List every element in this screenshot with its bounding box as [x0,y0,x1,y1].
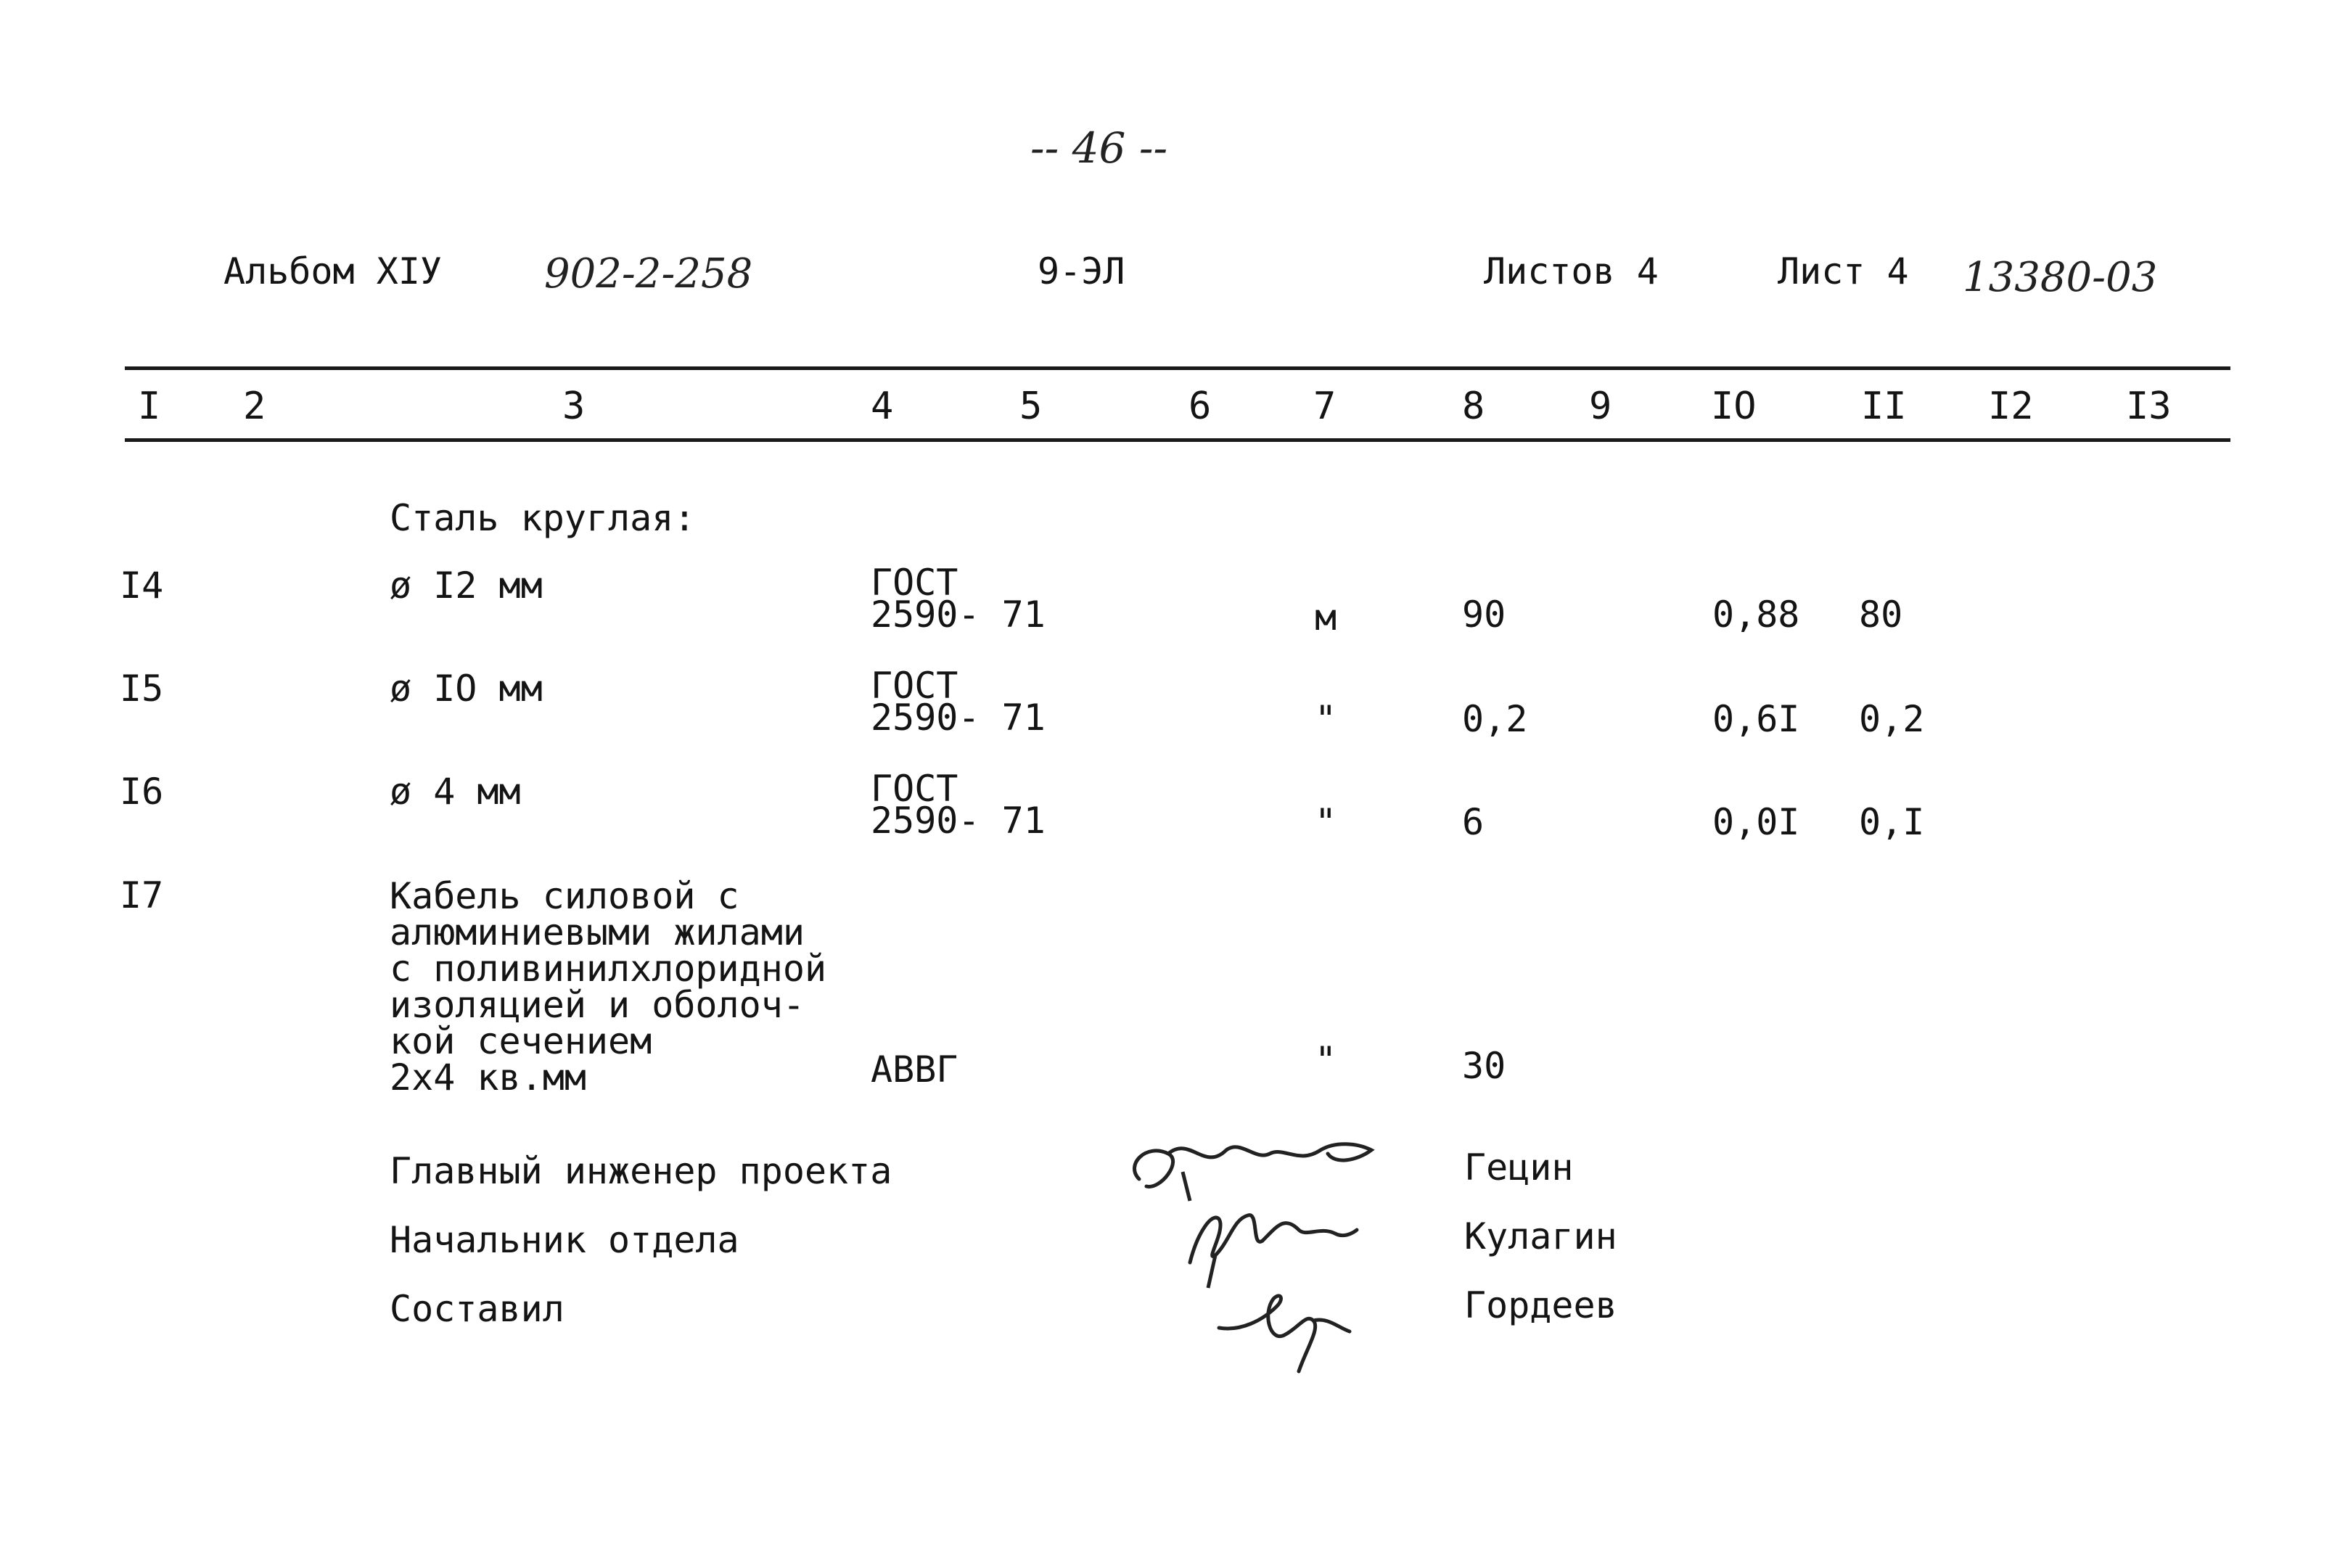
handwritten-signature [1117,1121,1408,1208]
column-number: 8 [1462,385,1485,428]
quantity: 30 [1462,1045,1506,1087]
column-number: IO [1711,385,1757,428]
column-number: 5 [1019,385,1043,428]
row-number: I6 [120,771,164,813]
mass-total: 0,I [1859,801,1925,843]
signature-name: Кулагин [1464,1215,1617,1257]
mass-total: 0,2 [1859,698,1925,740]
inventory-number: 13380-03 [1963,254,2158,301]
unit: м [1315,596,1337,639]
column-number: 6 [1188,385,1212,428]
sheets-total: Листов 4 [1484,250,1659,292]
column-number: 3 [562,385,586,428]
column-number: 2 [243,385,266,428]
signature-role: Начальник отдела [390,1219,739,1261]
standard-line-1: ГОСТ [871,768,958,810]
quantity: 90 [1462,594,1506,636]
mass-unit: 0,0I [1712,801,1800,843]
mass-total: 80 [1859,594,1903,636]
item-name: ø I2 мм [390,565,543,607]
item-name: ø 4 мм [390,771,521,813]
column-number: II [1861,385,1907,428]
row-number: I7 [120,874,164,916]
column-number: I3 [2126,385,2172,428]
project-code: 902-2-258 [544,250,753,297]
series-label: 9-ЭЛ [1038,250,1125,292]
unit: " [1315,698,1337,740]
unit: " [1315,1039,1337,1081]
column-number: I [138,385,161,428]
section-title: Сталь круглая: [390,497,696,539]
page-number: -- 46 -- [1030,123,1168,173]
signature-name: Гордеев [1464,1284,1617,1326]
standard-line-1: АВВГ [871,1048,958,1091]
column-number: 7 [1313,385,1337,428]
handwritten-signature [1212,1277,1357,1379]
header-bottom-rule [125,438,2230,442]
standard-line-1: ГОСТ [871,665,958,707]
standard-line-1: ГОСТ [871,562,958,604]
column-number: I2 [1988,385,2034,428]
signature-name: Гецин [1464,1146,1574,1189]
standard-line-2: 2590- 71 [871,800,1046,842]
standard-line-2: 2590- 71 [871,697,1046,739]
item-name: Кабель силовой с алюминиевыми жилами с поливинилхлоридной изоляцией и оболоч- кой сечением 2x4 кв.мм [390,875,827,1099]
item-name: ø IO мм [390,668,543,710]
quantity: 6 [1462,801,1485,843]
column-number: 4 [871,385,894,428]
mass-unit: 0,88 [1712,594,1800,636]
unit: " [1315,801,1337,843]
sheet-number: Лист 4 [1778,250,1909,292]
standard-line-2: 2590- 71 [871,594,1046,636]
signature-role: Главный инженер проекта [390,1150,892,1192]
quantity: 0,2 [1462,698,1528,740]
album-label: Альбом XIУ [223,250,443,292]
column-number: 9 [1589,385,1612,428]
signature-role: Составил [390,1288,564,1330]
row-number: I4 [120,565,164,607]
header-top-rule [125,366,2230,370]
mass-unit: 0,6I [1712,698,1800,740]
row-number: I5 [120,668,164,710]
